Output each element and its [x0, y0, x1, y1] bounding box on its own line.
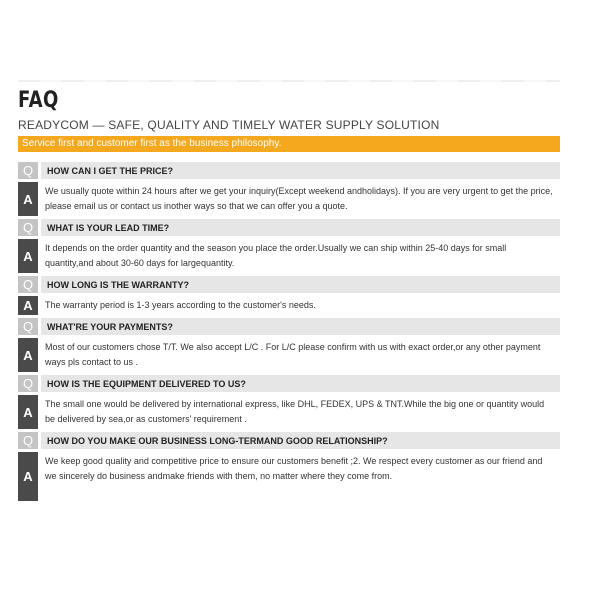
faq-question: WHAT'RE YOUR PAYMENTS? — [41, 318, 560, 335]
faq-question-row — [18, 318, 560, 335]
question-badge: Q — [18, 276, 38, 293]
faq-question-row — [18, 432, 560, 449]
faq-question: HOW LONG IS THE WARRANTY? — [41, 276, 560, 293]
question-badge: Q — [18, 162, 38, 179]
faq-answer: We usually quote within 24 hours after we get your inquiry(Except weekend andholidays). If you are very urgent to get the price, please email us or contact us inother ways so that we can offer you a quote. — [45, 186, 553, 211]
question-badge: Q — [18, 318, 38, 335]
faq-question: HOW IS THE EQUIPMENT DELIVERED TO US? — [41, 375, 560, 392]
answer-badge: A — [18, 395, 38, 429]
faq-question: HOW DO YOU MAKE OUR BUSINESS LONG-TERMAND GOOD RELATIONSHIP? — [41, 432, 560, 449]
answer-badge: A — [18, 338, 38, 372]
faq-answer-row — [18, 296, 560, 315]
question-badge: Q — [18, 432, 38, 449]
faq-question: WHAT IS YOUR LEAD TIME? — [41, 219, 560, 236]
faq-answer: We keep good quality and competitive price to ensure our customers benefit ;2. We respect every customer as our friend and we sincerely do business andmake friends with them, no matter where they come from. — [45, 456, 543, 481]
faq-question: HOW CAN I GET THE PRICE? — [41, 162, 560, 179]
faq-question-row — [18, 162, 560, 179]
top-divider — [18, 80, 560, 82]
faq-answer: It depends on the order quantity and the season you place the order.Usually we can ship within 25-40 days for small quantity,and about 30-60 days for largequantity. — [45, 243, 507, 268]
faq-question-row — [18, 219, 560, 236]
page-title: FAQ — [18, 88, 59, 113]
faq-answer-row — [18, 395, 560, 429]
faq-answer-row — [18, 239, 560, 273]
answer-badge: A — [18, 182, 38, 216]
faq-answer: The warranty period is 1-3 years according to the customer's needs. — [45, 300, 316, 310]
faq-question-row — [18, 276, 560, 293]
question-badge: Q — [18, 219, 38, 236]
answer-badge: A — [18, 239, 38, 273]
faq-question-row — [18, 375, 560, 392]
page-subtitle: READYCOM — SAFE, QUALITY AND TIMELY WATER SUPPLY SOLUTION — [18, 118, 440, 132]
answer-badge: A — [18, 296, 38, 315]
faq-answer-row — [18, 452, 560, 501]
faq-list — [18, 162, 560, 504]
faq-answer: Most of our customers chose T/T. We also accept L/C . For L/C please confirm with us with exact order,or any other payment ways pls contact to us . — [45, 342, 541, 367]
faq-answer-row — [18, 182, 560, 216]
faq-answer-row — [18, 338, 560, 372]
question-badge: Q — [18, 375, 38, 392]
slogan-banner: Service first and customer first as the business philosophy. — [18, 136, 560, 152]
answer-badge: A — [18, 452, 38, 501]
faq-answer: The small one would be delivered by international express, like DHL, FEDEX, UPS & TNT.While the big one or quantity would be delivered by sea,or as customers' requirement . — [45, 399, 545, 424]
